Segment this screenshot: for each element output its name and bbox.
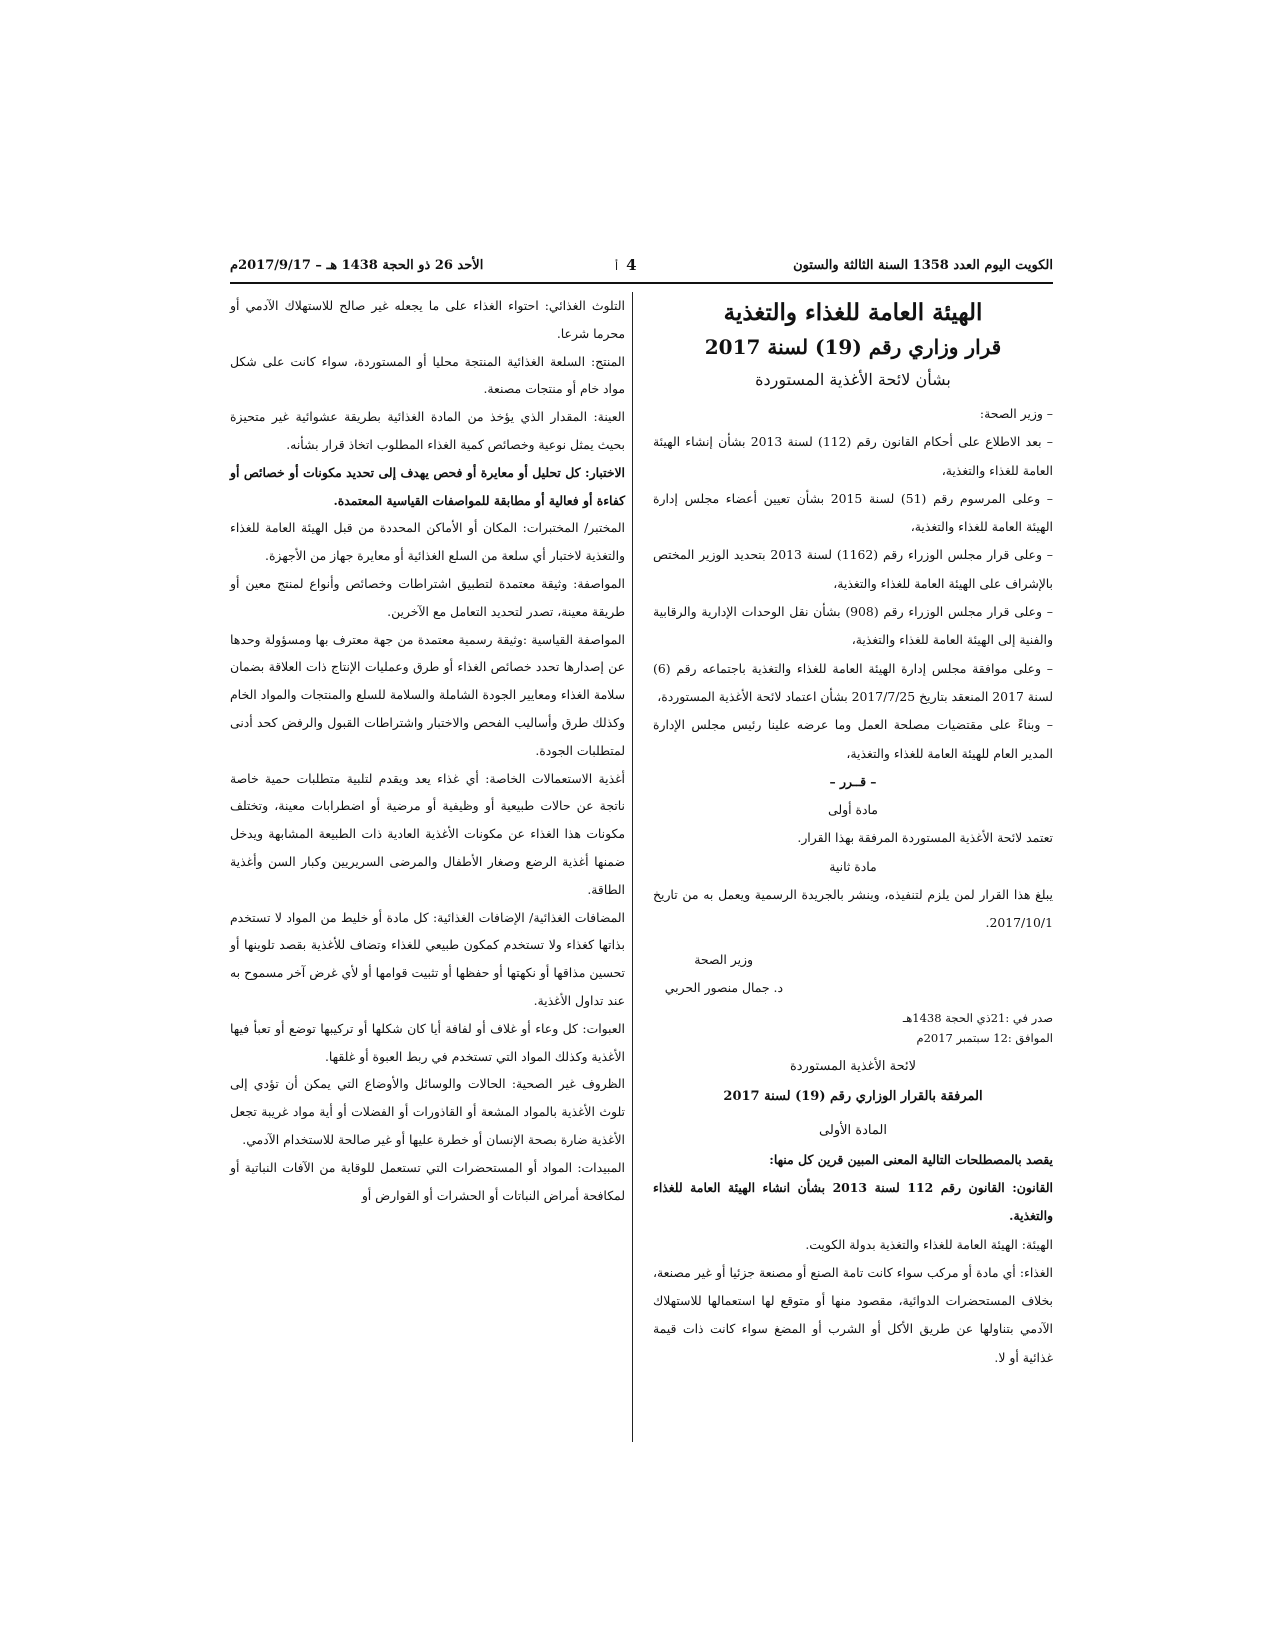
- definition-entry: المواصفة: وثيقة معتمدة لتطبيق اشتراطات وخصائص وأنواع لمنتج معين أو طريقة معينة، تصدر لتحديد التعامل مع الآخرين.: [230, 575, 625, 619]
- preamble-line: – وعلى قرار مجلس الوزراء رقم (908) بشأن نقل الوحدات الإدارية والرقابية والفنية إلى الهيئة العامة للغذاء والتغذية،: [653, 604, 1053, 648]
- page-mark: أ: [615, 260, 619, 273]
- preamble-line: – وعلى المرسوم رقم (51) لسنة 2015 بشأن تعيين أعضاء مجلس إدارة الهيئة العامة للغذاء والتغذية،: [653, 490, 1053, 535]
- page-number-block: [615, 256, 637, 274]
- header-date: الأحد 26 ذو الحجة 1438 هـ – 2017/9/17م: [230, 258, 484, 273]
- issue-date-block: [653, 1008, 1053, 1048]
- preamble-line: – وبناءً على مقتضيات مصلحة العمل وما عرضه علينا رئيس مجلس الإدارة المدير العام للهيئة العامة للغذاء والتغذية،: [653, 717, 1053, 761]
- definition-entry: أغذية الاستعمالات الخاصة: أي غذاء يعد ويقدم لتلبية متطلبات حمية خاصة ناتجة عن حالات طبيعية أو وظيفية أو مرضية أو اضطرابات معينة، وتختلف مكونات هذا الغذاء عن مكونات الأغذية العادية ذات الطبيعة المشابهة ويدخل ضمنها أغذية الرضع وصغار الأطفال والمرضى السريريين وكبار السن وأغذية الطاقة.: [230, 770, 625, 897]
- article2-text: يبلغ هذا القرار لمن يلزم لتنفيذه، وينشر بالجريدة الرسمية ويعمل به من تاريخ 2017/10/1.: [653, 887, 1053, 931]
- authority-definition: الهيئة: الهيئة العامة للغذاء والتغذية بدولة الكويت.: [805, 1236, 1053, 1252]
- article1-title: مادة أولى: [828, 802, 878, 818]
- annex-intro: يقصد بالمصطلحات التالية المعنى المبين قرين كل منها:: [769, 1151, 1053, 1167]
- issue-info: الكويت اليوم العدد 1358 السنة الثالثة والستون: [793, 258, 1053, 273]
- annex-title: لائحة الأغذية المستوردة: [789, 1058, 917, 1074]
- food-definition: الغذاء: أي مادة أو مركب سواء كانت تامة الصنع أو مصنعة جزئيا أو غير مصنعة، بخلاف المستحضرات الدوائية، مقصود منها أو متوقع لها استعمالها للاستهلاك الآدمي بتناولها عن طريق الأكل أو الشرب أو المضغ سواء كانت ذات قيمة غذائية أو لا.: [653, 1264, 1053, 1365]
- preamble-line: – وزير الصحة:: [979, 406, 1053, 421]
- definition-entry: المضافات الغذائية/ الإضافات الغذائية: كل مادة أو خليط من المواد لا تستخدم بذاتها كغذاء ولا تستخدم كمكون طبيعي للغذاء وتضاف للأغذية بقصد تلوينها أو تحسين مذاقها أو نكهتها أو حفظها أو تثبيت قوامها أو لأي غرض آخر مسموح به عند تداول الأغذية.: [230, 909, 625, 1008]
- preamble-line: – وعلى موافقة مجلس إدارة الهيئة العامة للغذاء والتغذية باجتماعه رقم (6) لسنة 2017 المنعقد بتاريخ 2017/7/25 بشأن اعتماد لائحة الأغذية المستوردة،: [653, 660, 1053, 704]
- definition-entry: المختبر/ المختبرات: المكان أو الأماكن المحددة من قبل الهيئة العامة للغذاء والتغذية لاختبار أي سلعة من السلع الغذائية أو معايرة جهاز من الأجهزة.: [230, 520, 625, 564]
- page-number: 4: [626, 256, 637, 274]
- column-divider: [632, 292, 633, 1442]
- signature-block: [653, 946, 1053, 1002]
- corresponding-date: الموافق :12 سبتمبر 2017م: [916, 1030, 1053, 1045]
- preamble-line: – بعد الاطلاع على أحكام القانون رقم (112) لسنة 2013 بشأن إنشاء الهيئة العامة للغذاء والتغذية،: [653, 434, 1053, 478]
- page-header: [230, 252, 1053, 284]
- definition-entry: المنتج: السلعة الغذائية المنتجة محليا أو المستوردة، سواء كانت على شكل مواد خام أو منتجات مصنعة.: [230, 353, 625, 397]
- signer-title: وزير الصحة: [694, 951, 753, 967]
- issued-at: صدر في :21ذي الحجة 1438هـ: [902, 1010, 1053, 1025]
- definition-entry: المواصفة القياسية :وثيقة رسمية معتمدة من جهة معترف بها ومسؤولة وحدها عن إصدارها تحدد خصائص الغذاء أو طرق وعمليات الإنتاج ذات العلاقة بضمان سلامة الغذاء ومعايير الجودة الشاملة والسلامة للسلع والمنتجات والمواد الخام وكذلك طرق وأساليب الفحص والاختبار واشتراطات القبول والرفض كحد أدنى لمتطلبات الجودة.: [230, 631, 625, 758]
- right-column: [653, 292, 1053, 1372]
- definition-entry: الاختبار: كل تحليل أو معايرة أو فحص يهدف إلى تحديد مكونات أو خصائص أو كفاءة أو فعالية أو مطابقة للمواصفات القياسية المعتمدة.: [230, 464, 625, 508]
- definition-entry: العينة: المقدار الذي يؤخذ من المادة الغذائية بطريقة عشوائية غير متحيزة بحيث يمثل نوعية وخصائص كمية الغذاء المطلوب اتخاذ قرار بشأنه.: [230, 409, 625, 452]
- annex-article-title: المادة الأولى: [819, 1122, 887, 1138]
- article2-title: مادة ثانية: [829, 858, 877, 874]
- decision-subject: بشأن لائحة الأغذية المستوردة: [755, 370, 951, 389]
- definition-entry: المبيدات: المواد أو المستحضرات التي تستعمل للوقاية من الآفات النباتية أو لمكافحة أمراض النباتات أو الحشرات أو القوارض أو: [230, 1159, 625, 1203]
- left-column: [230, 292, 625, 1209]
- decided-heading: – قــرر –: [829, 773, 877, 789]
- authority-title: الهيئة العامة للغذاء والتغذية: [723, 299, 983, 326]
- article1-text: تعتمد لائحة الأغذية المستوردة المرفقة بهذا القرار.: [797, 830, 1053, 846]
- annex-subtitle: المرفقة بالقرار الوزاري رقم (19) لسنة 2017: [723, 1088, 983, 1104]
- decision-number: قرار وزاري رقم (19) لسنة 2017: [704, 335, 1002, 359]
- signer-name: د. جمال منصور الحربي: [664, 979, 783, 995]
- gazette-page: [230, 252, 1053, 1464]
- preamble-line: – وعلى قرار مجلس الوزراء رقم (1162) لسنة 2013 بتحديد الوزير المختص بالإشراف على الهيئة العامة للغذاء والتغذية،: [653, 547, 1053, 591]
- definition-entry: التلوث الغذائي: احتواء الغذاء على ما يجعله غير صالح للاستهلاك الآدمي أو محرما شرعا.: [230, 298, 625, 341]
- definition-entry: العبوات: كل وعاء أو غلاف أو لفافة أيا كان شكلها أو تركيبها توضع أو تعبأ فيها الأغذية وكذلك المواد التي تستخدم في ربط العبوة أو غلقها.: [230, 1020, 625, 1064]
- definition-entry: الظروف غير الصحية: الحالات والوسائل والأوضاع التي يمكن أن تؤدي إلى تلوث الأغذية بالمواد المشعة أو القاذورات أو الفضلات أو أية مواد غريبة تجعل الأغذية ضارة بصحة الإنسان أو خطرة عليها أو غير صالحة للاستخدام الآدمي.: [230, 1076, 625, 1147]
- page-body: [230, 292, 1053, 1462]
- law-definition: القانون: القانون رقم 112 لسنة 2013 بشأن انشاء الهيئة العامة للغذاء والتغذية.: [653, 1179, 1054, 1224]
